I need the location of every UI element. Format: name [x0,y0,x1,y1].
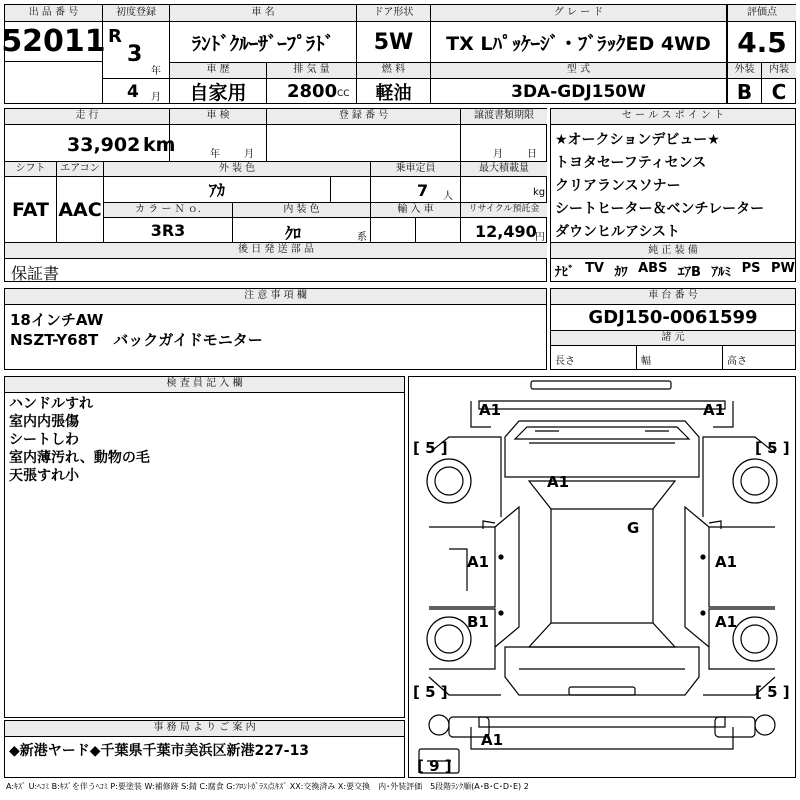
note-line: 18インチAW [10,311,104,329]
import-label: 輸 入 車 [371,203,461,218]
displacement-box [267,79,357,104]
shift-label: シフト [5,162,57,177]
grade-label: グ レ ー ド [431,5,727,22]
equipment-item: ｴｱB [678,265,701,280]
year-unit: 年 [151,66,161,77]
ext-grade: B [727,79,762,104]
load-label: 最大積載量 [461,162,547,177]
fuel-label: 燃 料 [357,63,431,79]
equipment-item: PS [741,261,761,276]
later-box [5,259,547,282]
score: 4.5 [727,22,796,63]
history-label: 車 歴 [170,63,267,79]
mark-roof: G [627,519,640,537]
inspector-line: ハンドルすれ [9,396,93,412]
score-label: 評価点 [727,5,796,22]
inspector-notes [9,395,150,485]
inspector-line: シートしわ [9,432,79,448]
equipment-item: ABS [638,261,668,276]
transfer-month-unit: 月 [493,149,503,160]
equipment-item: ﾅﾋﾞ [555,265,575,280]
equipment-item: ｱﾙﾐ [711,265,732,280]
mileage-box [5,125,176,162]
tire-rear-right: [ 5 ] [755,683,790,701]
tire-rear-left: [ 5 ] [413,683,448,701]
equipment-item: ｶﾜ [614,265,628,280]
inspector-line: 室内内張傷 [9,414,79,430]
inspection-label: 車 検 [170,109,267,125]
office-box [4,720,405,778]
ac: AAC [57,177,104,243]
recycle-label: リサイクル預託金 [461,203,547,218]
inspector-line: 天張すれ小 [9,468,79,484]
inspector-box [4,376,405,718]
sales-points [550,108,796,282]
mark-front-left: A1 [479,401,502,419]
insp-year-unit: 年 [210,149,220,160]
mileage-label: 走 行 [5,109,170,125]
load-unit: kg [533,187,546,198]
mark-hood: A1 [547,473,570,491]
mark-rear: A1 [481,731,504,749]
int-grade: C [771,79,787,104]
office-label: 事 務 局 よ り ご 案 内 [5,721,404,737]
grade: TX Lﾊﾟｯｹｰｼﾞ・ﾌﾞﾗｯｸED 4WD [431,22,727,63]
sales-point: トヨタセーフティセンス [555,155,707,171]
model-label: 型 式 [431,63,727,79]
length-box [551,346,637,369]
tire-front-right: [ 5 ] [755,439,790,457]
later-label: 後 日 発 送 部 品 [5,243,547,259]
car-name: ﾗﾝﾄﾞｸﾙｰｻﾞｰﾌﾟﾗﾄﾞ [170,22,357,63]
displacement: 2800 [287,81,338,102]
car-outline [409,377,795,777]
header-table [1,4,796,104]
equipment-label: 純 正 装 備 [551,243,795,259]
fuel: 軽油 [357,79,431,104]
car-diagram [408,376,796,778]
door-label: ドア形状 [357,5,431,22]
vehicle-details-table [4,108,547,282]
chassis-number: GDJ150-0061599 [551,305,795,331]
height-label: 高さ [727,356,747,367]
inspector-line: 室内薄汚れ、動物の毛 [9,450,150,466]
load-box [461,177,547,203]
width-box [637,346,723,369]
chassis-box [550,288,796,370]
door: 5W [357,22,431,63]
legend: A:ｷｽﾞ U:ﾍｺﾐ B:ｷｽﾞを伴うﾍｺﾐ P:要塗装 W:補修跡 S:錆 C:腐食 G:ﾌﾛﾝﾄｶﾞﾗｽ点ｷｽﾞ XX:交換済み X:要交換 内･外装評価 5段階ﾗﾝｸ順(A･B･C･D･E) 2 [6,782,529,791]
insp-month-unit: 月 [244,149,254,160]
month-unit: 月 [151,92,161,103]
capacity: 7 [417,181,429,200]
notes-label: 注 意 事 項 欄 [5,289,546,305]
mark-rear-left: B1 [467,613,489,631]
later: 保証書 [11,264,60,283]
cc-unit: CC [337,89,350,99]
equipment-item: PW [771,261,795,276]
equipment-item: TV [585,261,604,276]
capacity-box [371,177,461,203]
inspection-box [170,125,267,162]
tire-front-left: [ 5 ] [413,439,448,457]
color-no: 3R3 [104,218,233,243]
reg-year: 3 [127,42,143,67]
int-color-unit: 系 [357,232,367,243]
dims-label: 諸 元 [551,331,795,346]
displacement-label: 排 気 量 [267,63,357,79]
ext-color: ｱｶ [104,177,331,203]
int-color-box [233,218,371,243]
int-label: 内装 [762,63,796,79]
transfer-day-unit: 日 [527,149,537,160]
recycle-box [461,218,547,243]
equipment-list [555,261,795,280]
history: 自家用 [170,79,267,104]
width-label: 幅 [641,356,651,367]
reg-no-box [267,125,461,162]
lot-blank [5,62,103,104]
car-name-label: 車 名 [170,5,357,22]
lot-no: 52011 [5,22,103,62]
ac-label: エアコン [57,162,104,177]
int-color: ｸﾛ [285,224,302,243]
ext-color-label: 外 装 色 [104,162,371,177]
mileage-unit: km [143,134,176,156]
sales-point: ★オークションデビュー★ [555,132,720,148]
sales-point: クリアランスソナー [555,178,681,194]
era: R [108,26,122,47]
sales-label: セ ー ル ス ポ イ ン ト [551,109,795,125]
sales-point: シートヒーター＆ベンチレーター [555,201,765,217]
chassis-label: 車 台 番 号 [551,289,795,305]
transfer-box [461,125,547,162]
height-box [723,346,795,369]
mark-mid-left: A1 [467,553,490,571]
import-box-2 [416,218,461,243]
color-no-label: カ ラ ー Ｎ ｏ. [104,203,233,218]
lot-no-label: 出 品 番 号 [5,5,103,22]
length-label: 長さ [555,356,575,367]
mark-rear-right: A1 [715,613,738,631]
reg-month-box [103,79,170,104]
transfer-label: 譲渡書類期限 [461,109,547,125]
tire-spare: [ 9 ] [417,757,452,775]
notes-box [4,288,547,370]
capacity-unit: 人 [443,191,453,202]
sales-list [555,129,795,244]
first-reg-box [103,22,170,79]
note-line: NSZT-Y68T バックガイドモニター [10,331,263,349]
import-box [371,218,416,243]
capacity-label: 乗車定員 [371,162,461,177]
recycle-unit: 円 [535,232,545,243]
model: 3DA-GDJ150W [431,79,727,104]
mileage: 33,902 [67,134,141,156]
inspector-label: 検 査 員 記 入 欄 [5,377,404,393]
int-color-label: 内 装 色 [233,203,371,218]
mark-front-right: A1 [703,401,726,419]
ext-label: 外装 [727,63,762,79]
sales-point: ダウンヒルアシスト [555,224,681,240]
reg-month: 4 [127,82,139,102]
office-text: ◆新港ヤード◆千葉県千葉市美浜区新港227-13 [9,743,310,759]
first-reg-label: 初度登録 [103,5,170,22]
reg-no-label: 登 録 番 号 [267,109,461,125]
recycle: 12,490 [475,222,537,241]
ext-color-blank [331,177,371,203]
shift: FAT [5,177,57,243]
mark-mid-right: A1 [715,553,738,571]
